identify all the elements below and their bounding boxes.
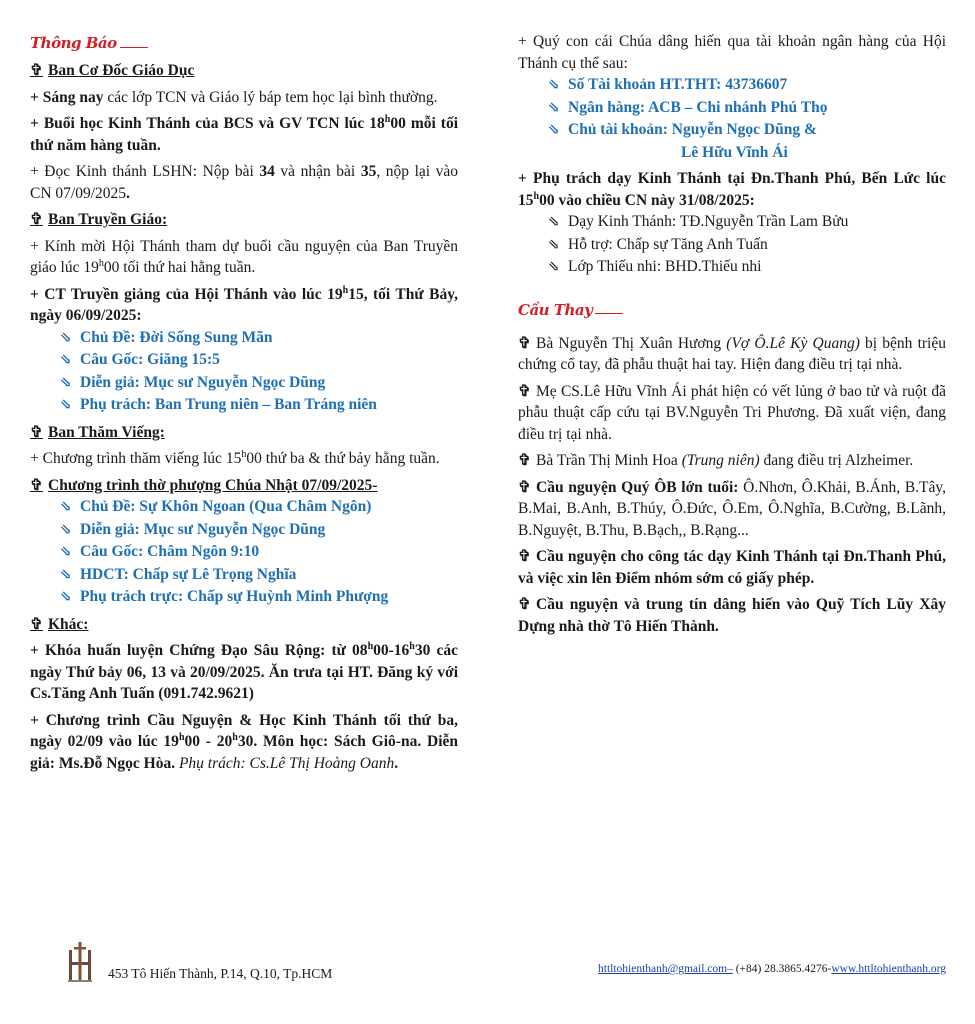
notice-item: + Đọc Kinh thánh LSHN: Nộp bài 34 và nhận bài 35, nộp lại vào CN 07/09/2025. — [30, 163, 458, 202]
section-evangelism: ✞ Ban Truyền Giáo: — [30, 209, 458, 231]
list-item: ⇘ Diễn giả: Mục sư Nguyễn Ngọc Dũng — [60, 519, 458, 542]
cross-icon: ✞ — [30, 615, 43, 633]
notice-item: + Khóa huấn luyện Chứng Đạo Sâu Rộng: từ 08$^h$00-16$^h$30 các ngày Thứ bảy 06, 13 và 20/09/2025. Ăn trưa tại HT. Đăng ký với Cs.Tăng Anh Tuấn (091.742.9621) — [30, 640, 458, 702]
list-item: ⇘ Hỗ trợ: Chấp sự Tăng Anh Tuấn — [548, 234, 946, 257]
prayer-item: ✞ Cầu nguyện Quý ÔB lớn tuổi: Ô.Nhơn, Ô.Khải, B.Ánh, B.Tây, B.Mai, B.Anh, B.Thúy, Ô.Đức, Ô.Em, Ô.Nghĩa, B.Cường, B.Lãnh, B.Nguyệt, B.Thu, B.Bạch,, B.Rạng... — [518, 478, 946, 539]
cross-icon: ✞ — [30, 423, 43, 441]
teaching-list — [518, 211, 946, 279]
notice-item: + Chương trình thăm viếng lúc 15$^h$00 thứ ba & thứ bảy hằng tuần. — [30, 448, 440, 467]
footer-address: 453 Tô Hiến Thành, P.14, Q.10, Tp.HCM — [108, 966, 333, 981]
left-column — [30, 0, 458, 774]
footer-contact — [518, 963, 946, 975]
list-item: ⇘ Diễn giả: Mục sư Nguyễn Ngọc Dũng — [60, 372, 458, 395]
arrow-icon: ⇘ — [548, 260, 560, 275]
footer-address-block — [66, 940, 332, 984]
notice-item: + Kính mời Hội Thánh tham dự buổi cầu nguyện của Ban Truyền giáo lúc 19$^h$00 tối thứ hai hằng tuần. — [30, 237, 458, 276]
arrow-icon: ⇘ — [60, 375, 72, 391]
arrow-icon: ⇘ — [548, 237, 560, 253]
heading-underline — [120, 47, 148, 48]
arrow-icon: ⇘ — [60, 545, 72, 560]
list-item: ⇘ Câu Gốc: Giăng 15:5 — [60, 349, 458, 372]
list-item: ⇘ Câu Gốc: Châm Ngôn 9:10 — [60, 541, 458, 564]
arrow-icon: ⇘ — [60, 567, 72, 583]
cross-icon: ✞ — [30, 62, 43, 79]
arrow-icon: ⇘ — [548, 123, 560, 138]
arrow-icon: ⇘ — [60, 522, 72, 538]
list-item: ⇘ Chủ tài khoản: Nguyễn Ngọc Dũng & — [548, 119, 946, 142]
bank-list — [518, 74, 946, 163]
list-item: ⇘ Chủ Đề: Đời Sống Sung Mãn — [60, 327, 458, 350]
prayer-heading: Cầu Thay — [518, 301, 946, 319]
list-item: ⇘ Dạy Kinh Thánh: TĐ.Nguyễn Trần Lam Bửu — [548, 211, 946, 234]
list-item: ⇘ Phụ trách: Ban Trung niên – Ban Tráng niên — [60, 394, 458, 417]
list-item-continuation: Lê Hữu Vĩnh Ái — [681, 143, 788, 161]
offering-intro: + Quý con cái Chúa dâng hiến qua tài khoản ngân hàng của Hội Thánh cụ thể sau: — [518, 33, 946, 72]
notices-heading: Thông Báo — [30, 34, 458, 52]
prayer-item: ✞ Mẹ CS.Lê Hữu Vĩnh Ái phát hiện có vết lủng ở bao tử và ruột đã phẫu thuật cấp cứu tại BV.Nguyễn Tri Phương. Đã xuất viện, đang điều trị tại nhà. — [518, 382, 946, 443]
list-item: ⇘ Phụ trách trực: Chấp sự Huỳnh Minh Phượng — [60, 586, 458, 609]
notice-item: + Chương trình Cầu Nguyện & Học Kinh Thánh tối thứ ba, ngày 02/09 vào lúc 19$^h$00 - 20$^h$30. Môn học: Sách Giô-na. Diễn giả: Ms.Đỗ Ngọc Hòa. Phụ trách: Cs.Lê Thị Hoàng Oanh. — [30, 711, 458, 772]
list-item: ⇘ HDCT: Chấp sự Lê Trọng Nghĩa — [60, 564, 458, 587]
arrow-icon: ⇘ — [60, 330, 72, 346]
section-christian-education: ✞ Ban Cơ Đốc Giáo Dục — [30, 60, 458, 82]
email-link[interactable]: httltohienthanh@gmail.com– — [598, 963, 733, 975]
arrow-icon: ⇘ — [60, 353, 72, 368]
arrow-icon: ⇘ — [60, 398, 72, 413]
arrow-icon: ⇘ — [548, 78, 560, 93]
evangelism-list — [30, 327, 458, 417]
prayer-item: ✞ Bà Trần Thị Minh Hoa (Trung niên) đang điều trị Alzheimer. — [518, 452, 914, 469]
prayer-item: ✞ Cầu nguyện và trung tín dâng hiến vào Quỹ Tích Lũy Xây Dựng nhà thờ Tô Hiến Thành. — [518, 596, 946, 635]
arrow-icon: ⇘ — [548, 100, 560, 116]
arrow-icon: ⇘ — [548, 215, 560, 230]
list-item: ⇘ Chủ Đề: Sự Khôn Ngoan (Qua Châm Ngôn) — [60, 496, 458, 519]
prayer-item: ✞ Bà Nguyễn Thị Xuân Hương (Vợ Ô.Lê Kỳ Quang) bị bệnh triệu chứng cổ tay, đã phẫu thuật hai tay. Hiện đang điều trị tại nhà. — [518, 334, 946, 373]
notice-item: + Phụ trách dạy Kinh Thánh tại Đn.Thanh Phú, Bến Lức lúc 15$^h$00 vào chiều CN này 31/08/2025: — [518, 170, 946, 209]
section-other: ✞ Khác: — [30, 614, 458, 636]
worship-list — [30, 496, 458, 609]
website-link[interactable]: www.httltohienthanh.org — [831, 963, 946, 975]
cross-icon: ✞ — [30, 476, 43, 494]
cross-icon: ✞ — [30, 211, 43, 228]
list-item: ⇘ Lớp Thiếu nhi: BHD.Thiếu nhi — [548, 256, 946, 279]
arrow-icon: ⇘ — [60, 500, 72, 515]
section-visitation: ✞ Ban Thăm Viếng: — [30, 422, 458, 444]
right-column — [518, 0, 946, 637]
notice-item: + Sáng nay các lớp TCN và Giáo lý báp tem học lại bình thường. — [30, 88, 438, 106]
phone-number: (+84) 28.3865.4276- — [732, 963, 832, 975]
list-item: ⇘ Số Tài khoản HT.THT: 43736607 — [548, 74, 946, 97]
arrow-icon: ⇘ — [60, 590, 72, 605]
section-sunday-worship: ✞ Chương trình thờ phượng Chúa Nhật 07/09/2025- — [30, 475, 458, 497]
church-logo-icon — [66, 940, 94, 984]
list-item: ⇘ Ngân hàng: ACB – Chi nhánh Phú Thọ — [548, 97, 946, 120]
notice-item: + CT Truyền giảng của Hội Thánh vào lúc 19$^h$15, tối Thứ Bảy, ngày 06/09/2025: — [30, 284, 458, 324]
heading-underline — [595, 313, 623, 314]
notice-item: + Buổi học Kinh Thánh của BCS và GV TCN lúc 18$^h$00 mỗi tối thứ năm hàng tuần. — [30, 113, 459, 154]
prayer-item: ✞ Cầu nguyện cho công tác dạy Kinh Thánh tại Đn.Thanh Phú, và việc xin lên Điểm nhóm sớm có giấy phép. — [518, 548, 946, 587]
